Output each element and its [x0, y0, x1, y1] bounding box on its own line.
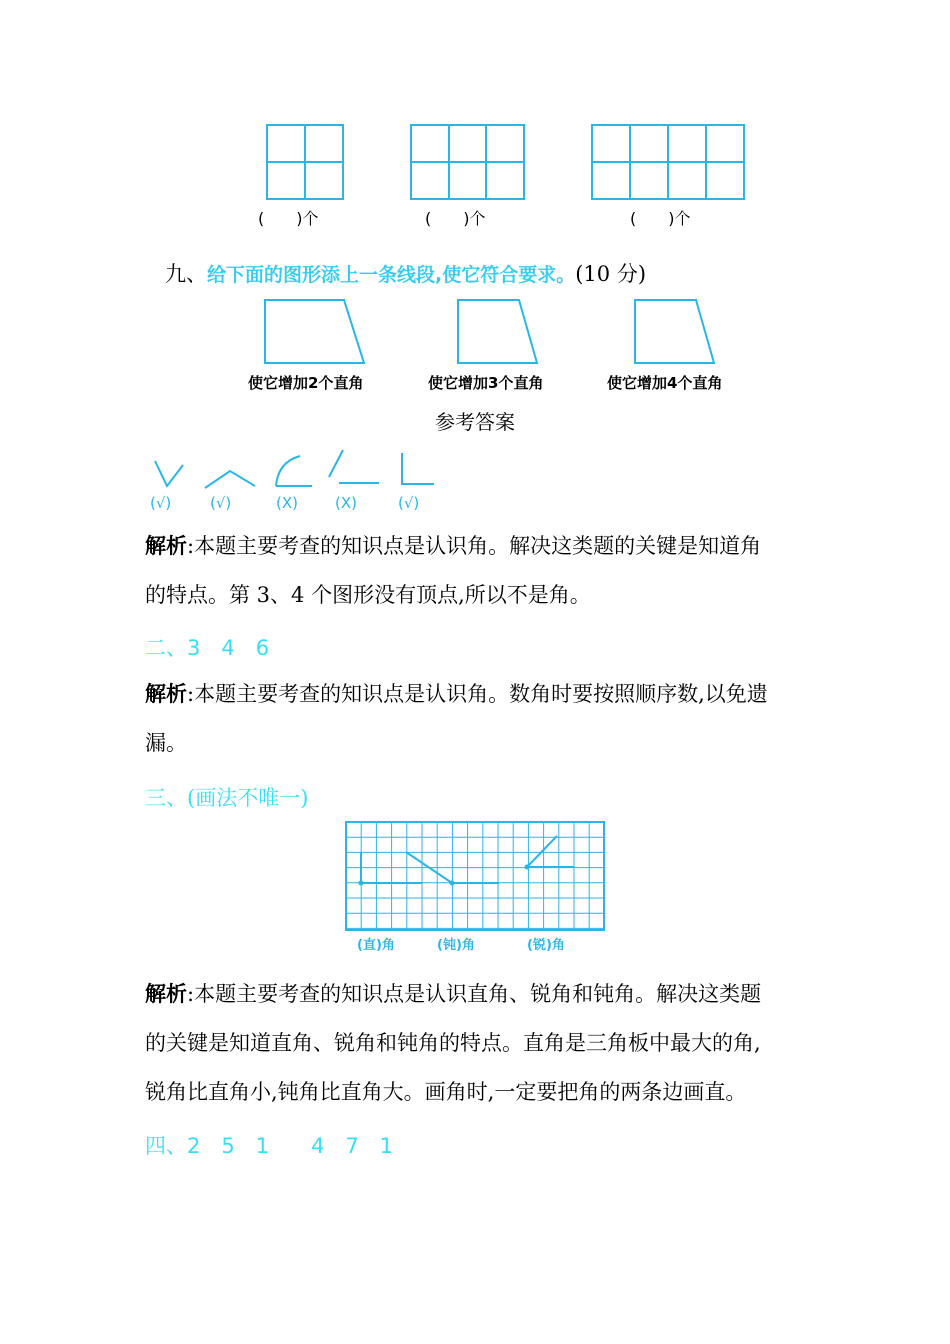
angle-figure-1	[150, 456, 190, 492]
analysis-text: 的关键是知道直角、锐角和钝角的特点。直角是三角板中最大的角,	[145, 1031, 761, 1055]
count-blank-3[interactable]: ( )个	[630, 209, 691, 228]
answer-2	[145, 632, 269, 662]
shape-label-2: 使它增加3个直角	[428, 374, 544, 392]
analysis-label: 解析	[145, 982, 187, 1006]
grid-label-obtuse-angle: (钝)角	[437, 938, 475, 953]
angle-figure-3	[270, 452, 318, 492]
shape-label-1: 使它增加2个直角	[248, 374, 364, 392]
answer-mark-3: (X)	[276, 494, 298, 512]
count-blank-2[interactable]: ( )个	[425, 209, 486, 228]
question-9-heading	[165, 258, 646, 288]
answer-prefix: 二、	[145, 636, 187, 660]
answers-title: 参考答案	[435, 410, 515, 434]
analysis-label: 解析	[145, 682, 187, 706]
angle-figure-2	[202, 466, 258, 492]
trapezoid-shape-2	[455, 297, 541, 367]
analysis-3: 解析:本题主要考查的知识点是认识直角、锐角和钝角。解决这类题 的关键是知道直角、锐角和钝角的特点。直角是三角板中最大的角, 锐角比直角小,钝角比直角大。画角时,一定要把角的两条边画直。	[145, 970, 815, 1117]
trapezoid-shape-3	[632, 297, 718, 367]
answer-mark-4: (X)	[335, 494, 357, 512]
rect-grid-2x2	[265, 123, 345, 201]
analysis-text: 本题主要考查的知识点是认识角。解决这类题的关键是知道角	[194, 534, 762, 558]
analysis-label: 解析	[145, 534, 187, 558]
rect-grid-2x4	[590, 123, 746, 201]
analysis-text: 本题主要考查的知识点是认识角。数角时要按照顺序数,以免遗	[194, 682, 768, 706]
analysis-text: 漏。	[145, 731, 187, 755]
answer-mark-2: (√)	[210, 494, 232, 512]
analysis-text: 的特点。第 3、4 个图形没有顶点,所以不是角。	[145, 583, 591, 607]
rect-grid-2x3	[409, 123, 526, 201]
answer-values: 2 5 1 4 7 1	[187, 1134, 394, 1158]
grid-label-right-angle: (直)角	[357, 938, 395, 953]
analysis-2: 解析:本题主要考查的知识点是认识角。数角时要按照顺序数,以免遗 漏。	[145, 670, 815, 768]
answer-4	[145, 1130, 393, 1160]
shape-label-3: 使它增加4个直角	[607, 374, 723, 392]
grid-label-acute-angle: (锐)角	[527, 938, 565, 953]
analysis-text: 本题主要考查的知识点是认识直角、锐角和钝角。解决这类题	[194, 982, 762, 1006]
angle-figure-5	[396, 450, 438, 490]
question-points: (10 分)	[575, 262, 647, 286]
answer-mark-5: (√)	[398, 494, 420, 512]
analysis-text: 锐角比直角小,钝角比直角大。画角时,一定要把角的两条边画直。	[145, 1080, 747, 1104]
answer-mark-1: (√)	[150, 494, 172, 512]
question-number: 九、	[165, 262, 207, 286]
angle-grid-figure	[344, 820, 606, 932]
analysis-1: 解析:本题主要考查的知识点是认识角。解决这类题的关键是知道角 的特点。第 3、4 个图形没有顶点,所以不是角。	[145, 522, 815, 620]
answer-note: (画法不唯一)	[187, 786, 309, 810]
question-instruction: 给下面的图形添上一条线段,使它符合要求。	[207, 264, 576, 286]
answer-prefix: 四、	[145, 1134, 187, 1158]
trapezoid-shape-1	[262, 297, 368, 367]
answer-3	[145, 782, 308, 812]
answer-prefix: 三、	[145, 786, 187, 810]
count-blank-1[interactable]: ( )个	[258, 209, 319, 228]
answer-values: 3 4 6	[187, 636, 270, 660]
angle-figure-4	[325, 447, 381, 489]
